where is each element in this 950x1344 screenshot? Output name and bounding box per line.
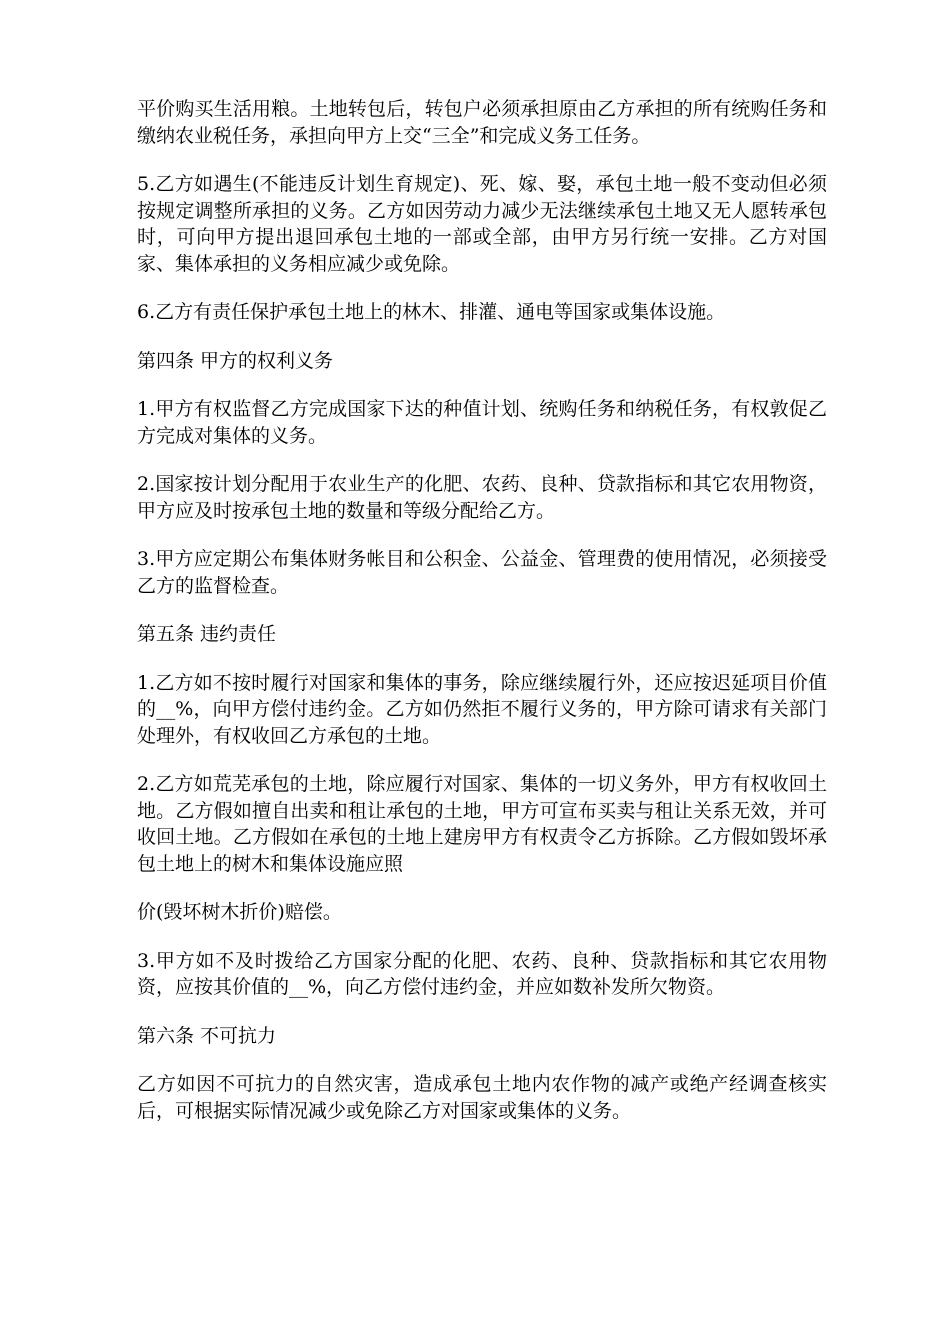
section-heading-article-4: 第四条 甲方的权利义务 — [137, 349, 334, 372]
paragraph-article-4-item-1: 1.甲方有权监督乙方完成国家下达的种值计划、统购任务和纳税任务，有权敦促乙方完成对集体的义务。 — [137, 398, 827, 447]
paragraph-grain-purchase: 平价购买生活用粮。土地转包后，转包户必须承担原由乙方承担的所有统购任务和缴纳农业税任务，承担向甲方上交“三全”和完成义务工任务。 — [137, 98, 827, 147]
paragraph-article-5-item-2: 2.乙方如荒芜承包的土地，除应履行对国家、集体的一切义务外，甲方有权收回土地。乙方假如擅自出卖和租让承包的土地，甲方可宣布买卖与租让关系无效，并可收回土地。乙方假如在承包的土地上建房甲方有权责令乙方拆除。乙方假如毁坏承包土地上的树木和集体设施应照 — [137, 773, 827, 875]
paragraph-article-4-item-2: 2.国家按计划分配用于农业生产的化肥、农药、良种、贷款指标和其它农用物资，甲方应及时按承包土地的数量和等级分配给乙方。 — [137, 473, 827, 522]
paragraph-article-6-body: 乙方如因不可抗力的自然灾害，造成承包土地内农作物的减产或绝产经调查核实后，可根据实际情况减少或免除乙方对国家或集体的义务。 — [137, 1073, 827, 1122]
paragraph-item-5: 5.乙方如遇生(不能违反计划生育规定)、死、嫁、娶，承包土地一般不变动但必须按规定调整所承担的义务。乙方如因劳动力减少无法继续承包土地又无人愿转承包时，可向甲方提出退回承包土地的一部或全部，由甲方另行统一安排。乙方对国家、集体承担的义务相应减少或免除。 — [137, 173, 827, 275]
paragraph-article-5-item-1: 1.乙方如不按时履行对国家和集体的事务，除应继续履行外，还应按迟延项目价值的__%，向甲方偿付违约金。乙方如仍然拒不履行义务的，甲方除可请求有关部门处理外，有权收回乙方承包的土地。 — [137, 671, 827, 747]
document-body — [137, 96, 827, 1146]
paragraph-item-6: 6.乙方有责任保护承包土地上的林木、排灌、通电等国家或集体设施。 — [137, 301, 726, 323]
section-heading-article-6: 第六条 不可抗力 — [137, 1024, 277, 1047]
paragraph-article-5-item-2-cont: 价(毁坏树木折价)赔偿。 — [137, 901, 342, 923]
paragraph-article-4-item-3: 3.甲方应定期公布集体财务帐目和公积金、公益金、管理费的使用情况，必须接受乙方的监督检查。 — [137, 548, 827, 597]
section-heading-article-5: 第五条 违约责任 — [137, 623, 277, 645]
paragraph-article-5-item-3: 3.甲方如不及时拨给乙方国家分配的化肥、农药、良种、贷款指标和其它农用物资，应按其价值的__%，向乙方偿付违约金，并应如数补发所欠物资。 — [137, 949, 827, 998]
